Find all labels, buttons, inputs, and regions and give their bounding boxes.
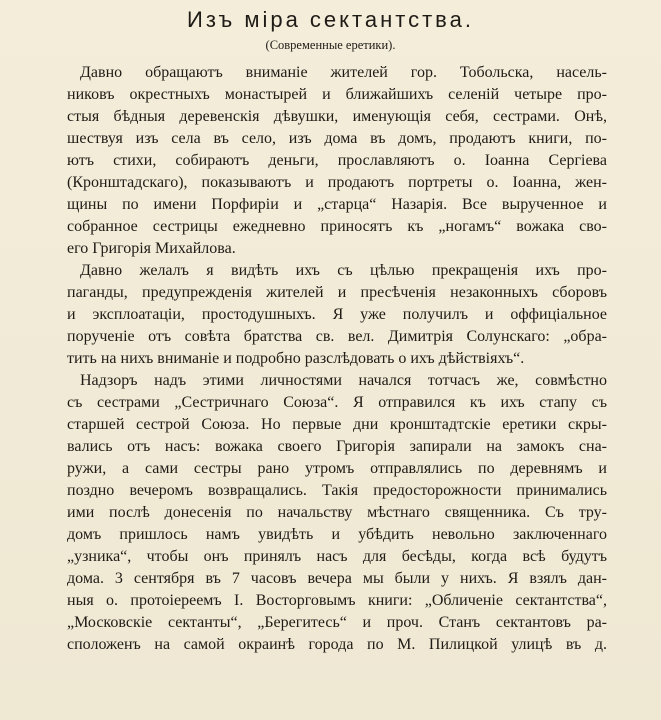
- text-line: Надзоръ надъ этими личностями начался тотчасъ же, совмѣстно: [80, 372, 607, 389]
- text-line: (Кронштадскаго), показываютъ и продаютъ портреты о. Іоанна, жен-: [67, 174, 607, 191]
- text-line: старшей сестрой Союза. Но первые дни кронштадтскіе еретики скры-: [67, 416, 607, 433]
- text-line: собранное сестрицы ежедневно приносятъ къ „ногамъ“ вожака сво-: [67, 218, 607, 235]
- text-line: сположенъ на самой окраинѣ города по М. Пилицкой улицѣ въ д.: [67, 636, 607, 653]
- text-line: Давно желалъ я видѣть ихъ съ цѣлью прекращенія ихъ про-: [80, 262, 607, 279]
- text-line: дома. 3 сентября въ 7 часовъ вечера мы были у нихъ. Я взялъ дан-: [67, 570, 607, 587]
- text-line: съ сестрами „Сестричнаго Союза“. Я отправился къ ихъ стапу съ: [67, 394, 607, 411]
- text-line: Давно обращаютъ вниманіе жителей гор. Тобольска, насель-: [80, 64, 607, 81]
- text-line: паганды, предупрежденія жителей и пресѣченія незаконныхъ сборовъ: [67, 284, 607, 301]
- article-subtitle: (Современные еретики).: [265, 38, 396, 52]
- article-body: [67, 62, 607, 656]
- article-title: Изъ міра сектантства.: [187, 7, 474, 32]
- text-line: и эксплоатаціи, простодушныхъ. Я уже получилъ и оффиціальное: [67, 306, 607, 323]
- text-line: тить на нихъ вниманіе и подробно разслѣдовать о ихъ дѣйствіяхъ“.: [67, 350, 525, 367]
- text-line: „узника“, чтобы онъ принялъ насъ для бесѣды, когда всѣ будутъ: [67, 548, 607, 565]
- text-line: домъ пришлось намъ увидѣть и убѣдить невольно заключеннаго: [67, 526, 607, 543]
- text-line: вались отъ насъ: вожака своего Григорія запирали на замокъ сна-: [67, 438, 607, 455]
- text-line: поздно вечеромъ возвращались. Такія предосторожности принимались: [67, 482, 607, 499]
- text-line: ныя о. протоіереемъ І. Восторговымъ книги: „Обличеніе сектантства“,: [67, 592, 607, 609]
- text-line: шествуя изъ села въ село, изъ дома въ домъ, продаютъ книги, по-: [67, 130, 607, 147]
- text-line: никовъ окрестныхъ монастырей и ближайшихъ селеній четыре про-: [67, 86, 607, 103]
- text-line: ими послѣ донесенія по начальству мѣстнаго священника. Съ тру-: [67, 504, 607, 521]
- text-line: его Григорія Михайлова.: [67, 240, 236, 257]
- text-line: стыя бѣдныя деревенскія дѣвушки, именующія себя, сестрами. Онѣ,: [67, 108, 607, 125]
- text-line: ютъ стихи, собираютъ деньги, прославляютъ о. Іоанна Сергіева: [67, 152, 607, 169]
- text-line: щины по имени Порфиріи и „старца“ Назарія. Все вырученное и: [67, 196, 607, 213]
- text-line: порученіе отъ совѣта братства св. вел. Димитрія Солунскаго: „обра-: [67, 328, 607, 345]
- text-line: „Московскіе сектанты“, „Берегитесь“ и проч. Станъ сектантовъ ра-: [67, 614, 607, 631]
- text-line: ружи, а сами сестры рано утромъ отправлялись по деревнямъ и: [67, 460, 607, 477]
